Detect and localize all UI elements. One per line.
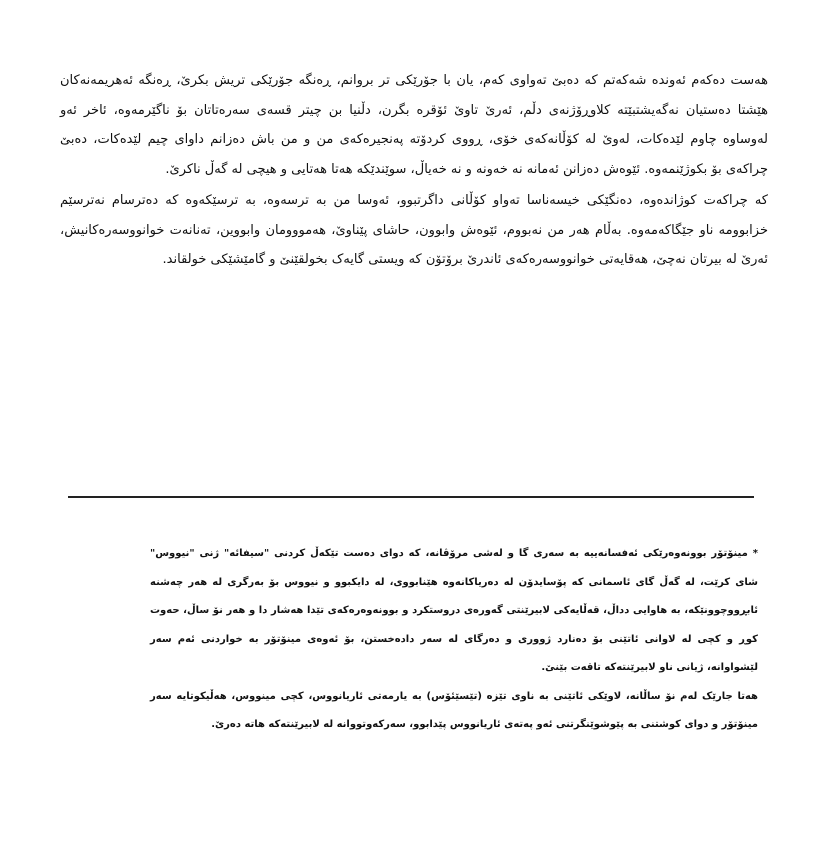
footnote-paragraph-2: هەتا جارێک لەم نۆ ساڵانە، لاوێکی ئاتێنی بە ناوی تێزە (تێسێئۆس) بە یارمەتی ئاریانووس، کچی مینووس، هەڵیکوتایە سەر مینۆتۆر و دوای کوشتنی بە پێوشوێنگرتنی ئەو پەتەی ئاریانووس پێدابوو، سەرکەوتووانە لە لابیرێنتەکە هاتە دەرێ. xyxy=(150,690,758,730)
footnote-paragraph-1: * مینۆتۆر بوونەوەرێکی ئەفسانەییە بە سەری گا و لەشی مرۆڤانە، کە دوای دەست تێکەڵ کردنی "سیفائە" ژنی "نیووس" شای کرێت، لە گەڵ گای ئاسمانی کە پۆسایدۆن لە دەریاکانەوە هێنابووی، لە دایکبوو و نیووس بۆ بەرگری لە هەر چەشنە ئابڕووچوونێکە، بە هاوایی دداڵ، قەڵایەکی لابیرێنتی گەورەی دروستکرد و بوونەوەرەکەی تێدا هەشار دا و هەر نۆ ساڵ، حەوت کوڕ و کچی لە لاوانی ئاتێنی بۆ دەنارد ژووری و دەرگای لە سەر دادەخستن، بۆ ئەوەی مینۆتۆر بە خواردنی ئەم سەر لێشواوانە، ژیانی ناو لابیرێنتەکە تاقەت بێنێ. xyxy=(150,548,758,673)
footnote xyxy=(150,540,758,740)
main-paragraph-2: کە چراکەت کوژاندەوە، دەنگێکی خیسەناسا تەواو کۆڵانی داگرتبوو، ئەوسا من بە ترسەوە، بە ترسێکەوە کە دەترسام نەترسێم خزابوومە ناو جێگاکەمەوە. بەڵام هەر من نەبووم، ئێوەش وابوون، حاشای پێناوێ، هەمووومان وابووین، تەنانەت خوانووسەرەکانیش، ئەرێ لە بیرتان نەچێ، هەقایەتی خوانووسەرەکەی ئاندرێ برۆتۆن کە ویستی گایەک بخولقێنێ و گامێشێکی خولقاند. xyxy=(60,193,768,267)
main-text xyxy=(60,66,768,277)
main-paragraph-1: هەست دەکەم ئەوندە شەکەتم کە دەبێ تەواوی کەم، یان با جۆرێکی تر بروانم، ڕەنگە جۆرێکی تریش بکرێ، ڕەنگە ئەهریمەنەکان هێشتا دەستیان نەگەیشتبێتە کلاوڕۆژنەی دڵم، ئەرێ تاوێ ئۆقرە بگرن، دڵنیا بن چیتر قسەی سەرەتاتان بۆ ناگێرمەوە، ئاخر ئەو لەوساوە چاوم لێدەکات، لەوێ لە کۆڵانەکەی خۆی، ڕووی کردۆتە پەنجیرەکەی من و من باش دەزانم داوای چیم لێدەکات، دەبێ چراکەی بۆ بکوژێنمەوە. ئێوەش دەزانن ئەمانە نە خەونە و نە خەیاڵ، سوێندێکە هەتا هەتایی و هیچی لە گەڵ ناکرێ. xyxy=(60,73,768,177)
footnote-separator xyxy=(68,496,754,498)
